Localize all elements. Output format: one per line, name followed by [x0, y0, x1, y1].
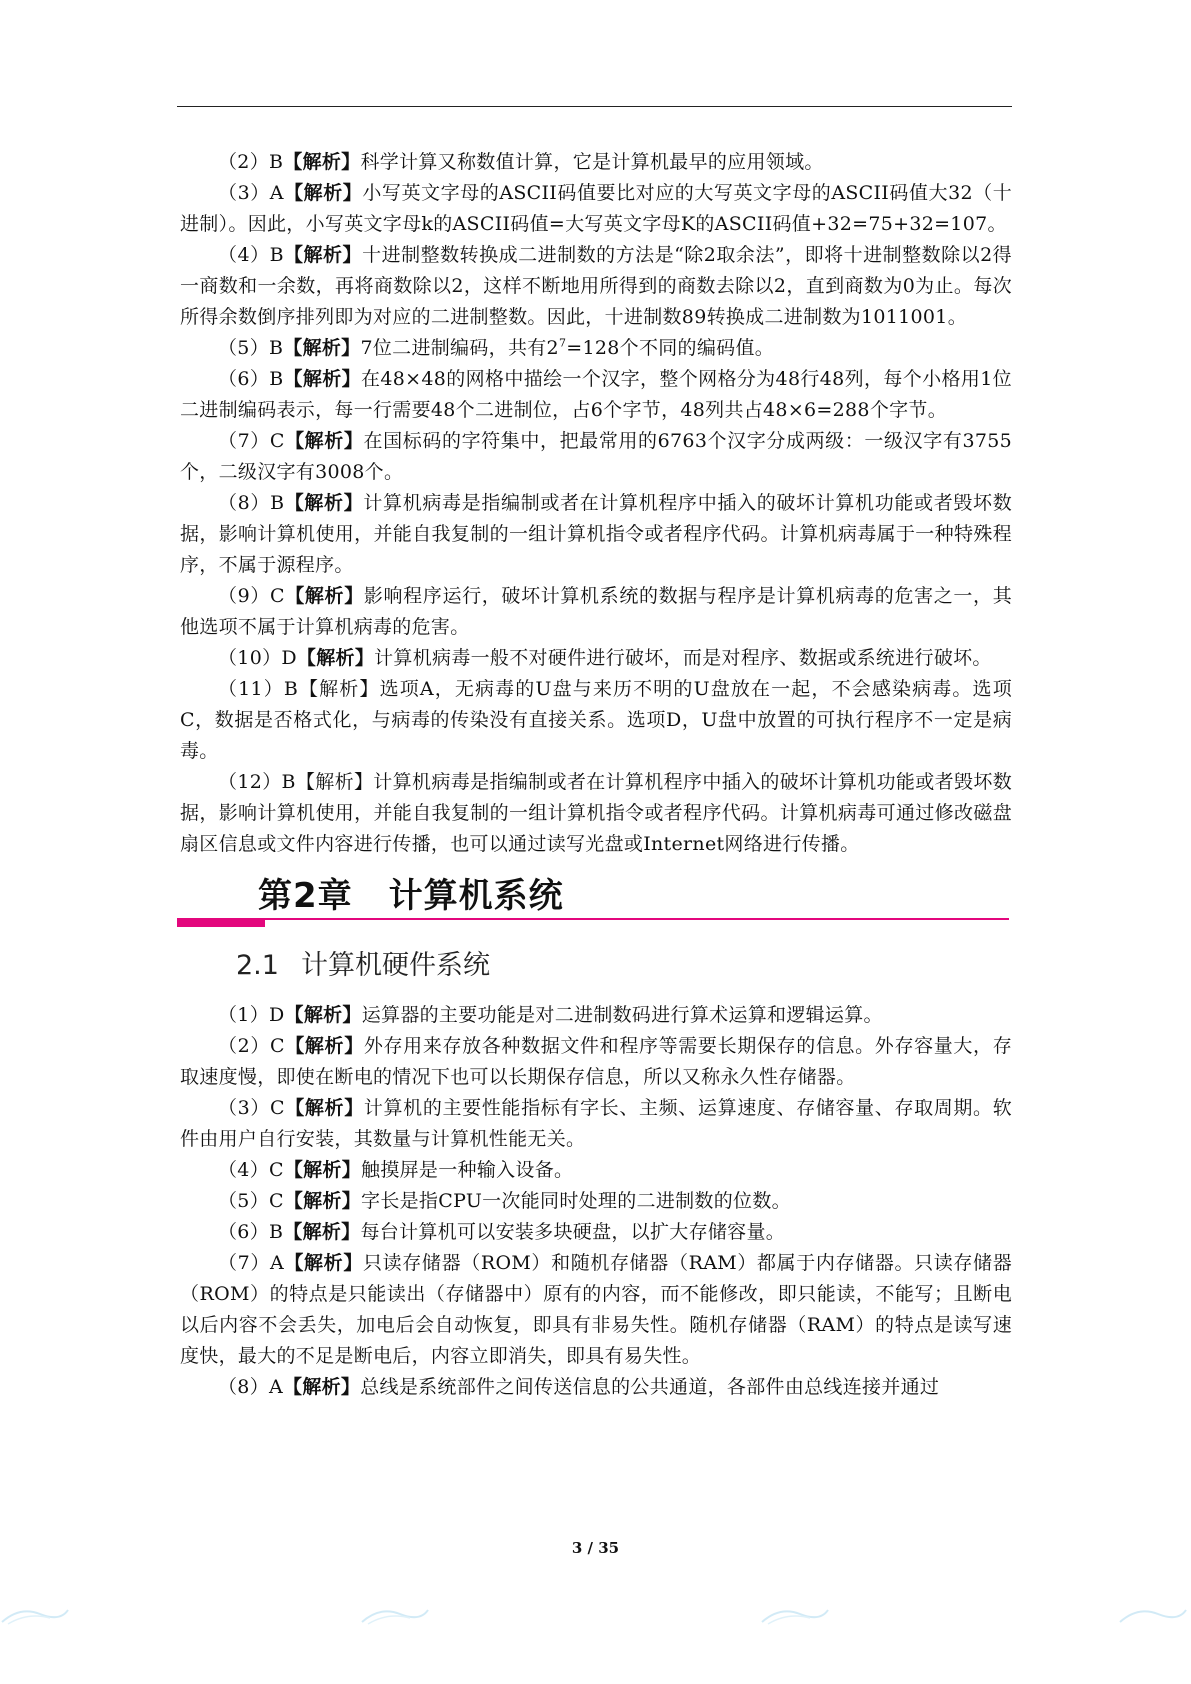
answer-paragraph: （5）C【解析】字长是指CPU一次能同时处理的二进制数的位数。	[218, 1190, 791, 1212]
page-number: 3 / 35	[571, 1539, 620, 1557]
answer-paragraph: （2）B【解析】科学计算又称数值计算，它是计算机最早的应用领域。	[218, 151, 824, 173]
section-answers	[180, 1000, 1012, 1403]
answer-paragraph: （1）D【解析】运算器的主要功能是对二进制数码进行算术运算和逻辑运算。	[218, 1004, 883, 1026]
answer-paragraph: （8）A【解析】总线是系统部件之间传送信息的公共通道，各部件由总线连接并通过	[218, 1376, 940, 1398]
answer-paragraph: （6）B【解析】在48×48的网格中描绘一个汉字，整个网格分为48行48列，每个小格用1位二进制编码表示，每一行需要48个二进制位，占6个字节，48列共占48×6=288个字节。	[180, 368, 1012, 421]
answer-paragraph: （11）B【解析】选项A，无病毒的U盘与来历不明的U盘放在一起，不会感染病毒。选项C，数据是否格式化，与病毒的传染没有直接关系。选项D，U盘中放置的可执行程序不一定是病毒。	[180, 678, 1012, 762]
answer-paragraph: （4）B【解析】十进制整数转换成二进制数的方法是“除2取余法”，即将十进制整数除以2得一商数和一余数，再将商数除以2，这样不断地用所得到的商数去除以2，直到商数为0为止。每次所得余数倒序排列即为对应的二进制整数。因此，十进制数89转换成二进制数为1011001。	[180, 244, 1012, 328]
header-rule	[177, 106, 1012, 107]
chapter-label: 第2章	[258, 876, 353, 916]
watermark-logo-icon	[760, 1604, 830, 1626]
answer-paragraph: （9）C【解析】影响程序运行，破坏计算机系统的数据与程序是计算机病毒的危害之一，其他选项不属于计算机病毒的危害。	[180, 585, 1013, 638]
answer-paragraph: （3）C【解析】计算机的主要性能指标有字长、主频、运算速度、存储容量、存取周期。软件由用户自行安装，其数量与计算机性能无关。	[180, 1097, 1013, 1150]
watermark-logo-icon	[360, 1604, 430, 1626]
section-title: 计算机硬件系统	[300, 950, 490, 981]
answer-paragraph: （7）C【解析】在国标码的字符集中，把最常用的6763个汉字分成两级：一级汉字有3755个，二级汉字有3008个。	[180, 430, 1013, 483]
section-heading	[236, 946, 1012, 986]
answer-paragraph: （5）B【解析】7位二进制编码，共有$2^7=128$个不同的编码值。	[218, 336, 775, 359]
page-content	[180, 147, 1012, 1403]
chapter-accent-bar	[177, 918, 265, 927]
chapter-underline	[177, 918, 1009, 920]
answer-paragraph: （4）C【解析】触摸屏是一种输入设备。	[218, 1159, 574, 1181]
answer-paragraph: （7）A【解析】只读存储器（ROM）和随机存储器（RAM）都属于内存储器。只读存储器（ROM）的特点是只能读出（存储器中）原有的内容，而不能修改，即只能读，不能写；且断电以后内容不会丢失，加电后会自动恢复，即具有非易失性。随机存储器（RAM）的特点是读写速度快，最大的不足是断电后，内容立即消失，即具有易失性。	[180, 1252, 1012, 1367]
chapter-title	[258, 876, 564, 916]
section-number: 2.1	[236, 950, 279, 981]
answer-paragraph: （10）D【解析】计算机病毒一般不对硬件进行破坏，而是对程序、数据或系统进行破坏。	[218, 647, 992, 669]
watermark-logo-icon	[0, 1604, 70, 1626]
answer-paragraph: （2）C【解析】外存用来存放各种数据文件和程序等需要长期保存的信息。外存容量大，存取速度慢，即使在断电的情况下也可以长期保存信息，所以又称永久性存储器。	[180, 1035, 1013, 1088]
chapter1-answers	[180, 147, 1012, 860]
answer-paragraph: （3）A【解析】小写英文字母的ASCII码值要比对应的大写英文字母的ASCII码值大32（十进制）。因此，小写英文字母k的ASCII码值=大写英文字母K的ASCII码值+32=75+32=107。	[180, 182, 1012, 235]
chapter-name: 计算机系统	[388, 876, 564, 916]
answer-paragraph: （12）B【解析】计算机病毒是指编制或者在计算机程序中插入的破坏计算机功能或者毁坏数据，影响计算机使用，并能自我复制的一组计算机指令或者程序代码。计算机病毒可通过修改磁盘扇区信息或文件内容进行传播，也可以通过读写光盘或Internet网络进行传播。	[180, 771, 1012, 855]
watermark-logo-icon	[1118, 1604, 1188, 1626]
answer-paragraph: （6）B【解析】每台计算机可以安装多块硬盘，以扩大存储容量。	[218, 1221, 786, 1243]
chapter-heading	[180, 872, 1012, 936]
answer-paragraph: （8）B【解析】计算机病毒是指编制或者在计算机程序中插入的破坏计算机功能或者毁坏数据，影响计算机使用，并能自我复制的一组计算机指令或者程序代码。计算机病毒属于一种特殊程序，不属于源程序。	[180, 492, 1012, 576]
